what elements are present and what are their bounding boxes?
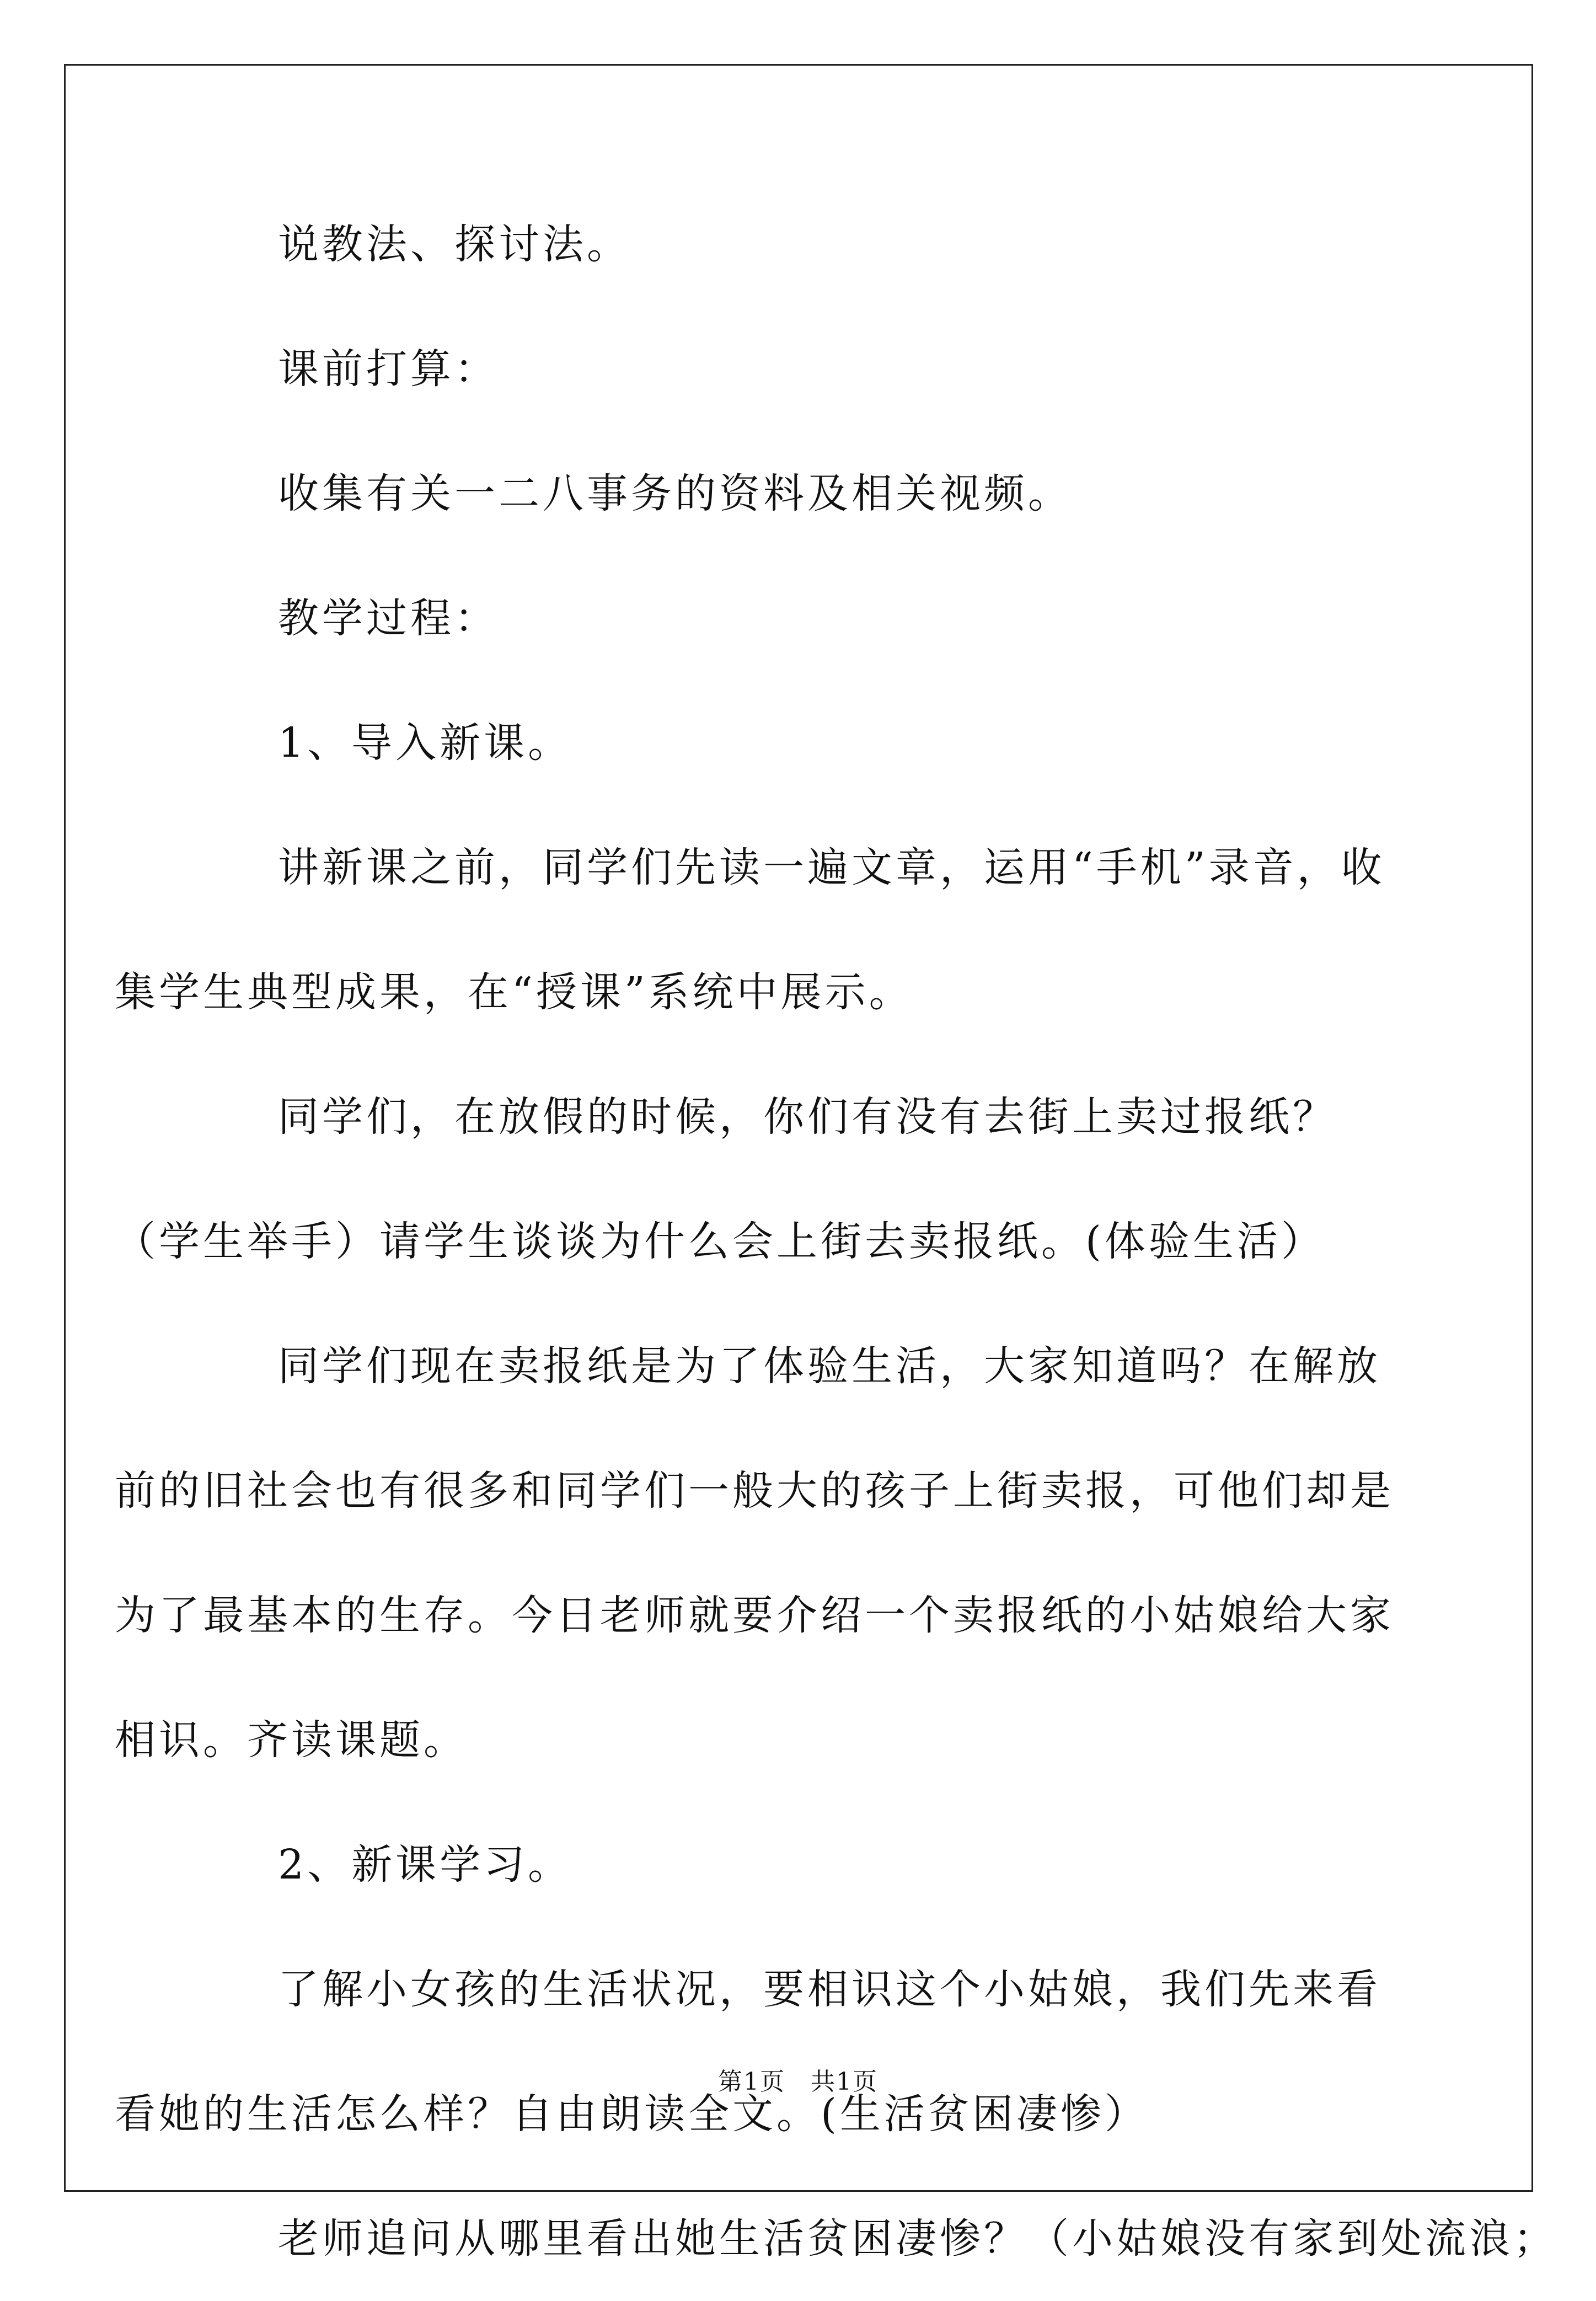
page-footer: 第1页 共1页 bbox=[718, 2068, 878, 2096]
paragraph-newspaper-question: 同学们，在放假的时候，你们有没有去街上卖过报纸？（学生举手）请学生谈谈为什么会上街去卖报纸。(体验生活） bbox=[115, 1093, 1337, 1265]
document-body bbox=[115, 182, 1557, 2301]
paragraph-preparation: 收集有关一二八事务的资料及相关视频。 bbox=[278, 470, 1072, 517]
paragraph-step-1-heading: 1、导入新课。 bbox=[278, 719, 572, 767]
paragraph-teaching-method: 说教法、探讨法。 bbox=[278, 221, 631, 268]
paragraph-experience-life: 同学们现在卖报纸是为了体验生活，大家知道吗？在解放前的旧社会也有很多和同学们一般大的孩子上街卖报，可他们却是为了最基本的生存。今日老师就要介绍一个卖报纸的小姑娘给大家相识。齐读课题。 bbox=[115, 1342, 1394, 1764]
paragraph-preparation-heading: 课前打算： bbox=[278, 345, 499, 393]
paragraph-step-2-heading: 2、新课学习。 bbox=[278, 1841, 572, 1888]
paragraph-process-heading: 教学过程： bbox=[278, 595, 499, 642]
paragraph-teacher-question: 老师追问从哪里看出她生活贫困凄惨？（小姑娘没有家到处流浪； bbox=[278, 2215, 1557, 2262]
paragraph-step-1-intro: 讲新课之前，同学们先读一遍文章，运用“手机”录音，收集学生典型成果，在“授课”系统中展示。 bbox=[115, 844, 1385, 1016]
paragraph-girl-life: 了解小女孩的生活状况，要相识这个小姑娘，我们先来看看她的生活怎么样？自由朗读全文。(生活贫困凄惨） bbox=[115, 1966, 1381, 2138]
